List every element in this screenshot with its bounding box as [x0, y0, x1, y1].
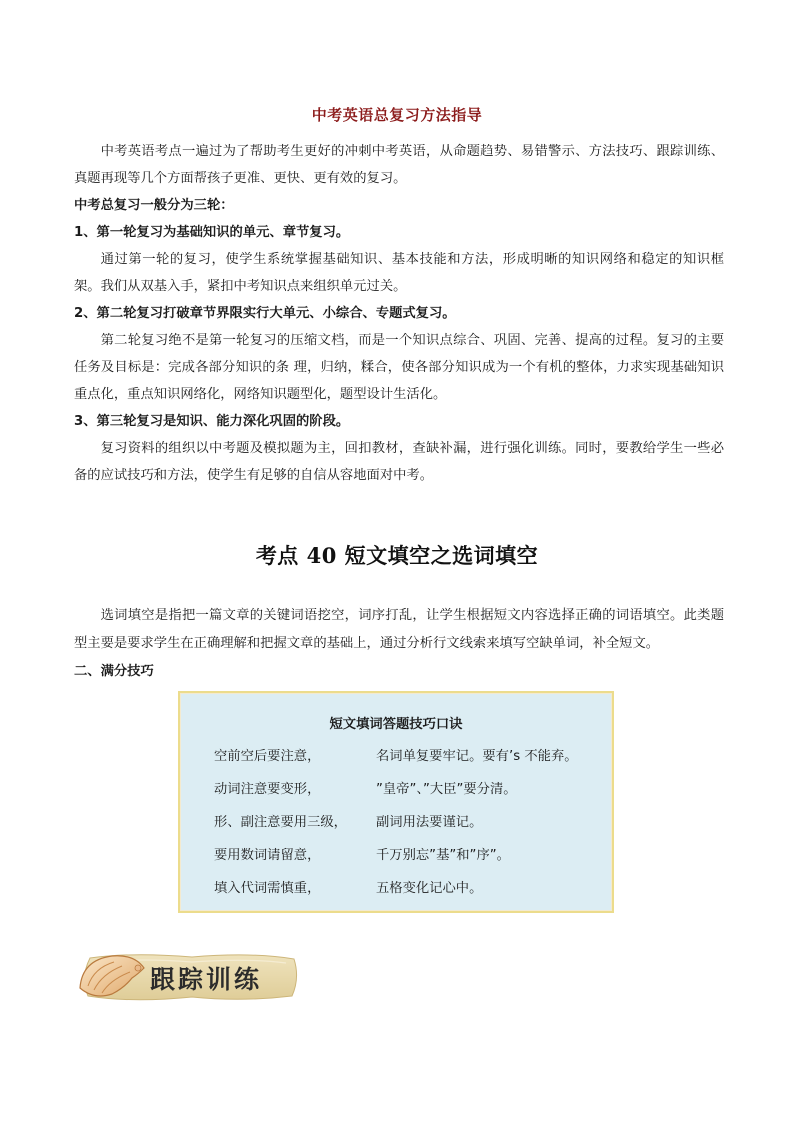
- tracking-practice-banner: [72, 948, 304, 1006]
- tip-right: 名词单复要牢记。要有’s 不能弃。: [376, 749, 578, 764]
- intro-paragraph: 中考英语考点一遍过为了帮助考生更好的冲刺中考英语，从命题趋势、易错警示、方法技巧、跟踪训练、真题再现等几个方面帮孩子更准、更快、更有效的复习。: [74, 144, 724, 186]
- tip-row: [214, 844, 604, 864]
- tip-row: [214, 811, 604, 831]
- section-title: 考点 40 短文填空之选词填空: [255, 543, 539, 568]
- tip-right: 千万别忘”基”和”序”。: [376, 848, 510, 863]
- round3-text: 复习资料的组织以中考题及模拟题为主，回扣教材，查缺补漏，进行强化训练。同时，要教给学生一些必备的应试技巧和方法，使学生有足够的自信从容地面对中考。: [74, 441, 724, 483]
- tip-left: 填入代词需慎重，: [214, 881, 321, 896]
- tip-row: [214, 745, 604, 765]
- section-description: 选词填空是指把一篇文章的关键词语挖空，词序打乱，让学生根据短文内容选择正确的词语填空。此类题型主要是要求学生在正确理解和把握文章的基础上，通过分析行文线索来填写空缺单词，补全短文。: [74, 608, 724, 651]
- round2-heading: 2、第二轮复习打破章节界限实行大单元、小综合、专题式复习。: [74, 306, 456, 321]
- tip-right: ”皇帝”、”大臣”要分清。: [376, 782, 517, 797]
- conch-shell-icon: [72, 948, 152, 1006]
- round2-text: 第二轮复习绝不是第一轮复习的压缩文档，而是一个知识点综合、巩固、完善、提高的过程。复习的主要任务及目标是：完成各部分知识的条 理，归纳，糅合，使各部分知识成为一个有机的整体，力求实现基础知识重点化，重点知识网络化，网络知识题型化，题型设计生活化。: [74, 333, 724, 402]
- tip-right: 五格变化记心中。: [376, 881, 483, 896]
- tip-left: 要用数词请留意，: [214, 848, 321, 863]
- section-description-block: [74, 602, 724, 686]
- tip-left: 动词注意要变形，: [214, 782, 321, 797]
- tip-row: [214, 778, 604, 798]
- round1-heading: 1、第一轮复习为基础知识的单元、章节复习。: [74, 225, 350, 240]
- intro-block: [74, 138, 724, 489]
- document-title: 中考英语总复习方法指导: [311, 106, 483, 124]
- tips-box-title: 短文填词答题技巧口诀: [329, 717, 463, 732]
- tips-heading: 二、满分技巧: [74, 664, 154, 679]
- tip-left: 形、副注意要用三级，: [214, 815, 347, 830]
- rounds-heading: 中考总复习一般分为三轮：: [74, 198, 234, 213]
- tip-left: 空前空后要注意，: [214, 749, 321, 764]
- tips-box: [178, 691, 614, 913]
- round1-text: 通过第一轮的复习，使学生系统掌握基础知识、基本技能和方法，形成明晰的知识网络和稳定的知识框架。我们从双基入手，紧扣中考知识点来组织单元过关。: [74, 252, 724, 294]
- round3-heading: 3、第三轮复习是知识、能力深化巩固的阶段。: [74, 414, 350, 429]
- tip-right: 副词用法要谨记。: [376, 815, 483, 830]
- banner-label: 跟踪训练: [150, 965, 263, 994]
- tip-row: [214, 877, 604, 897]
